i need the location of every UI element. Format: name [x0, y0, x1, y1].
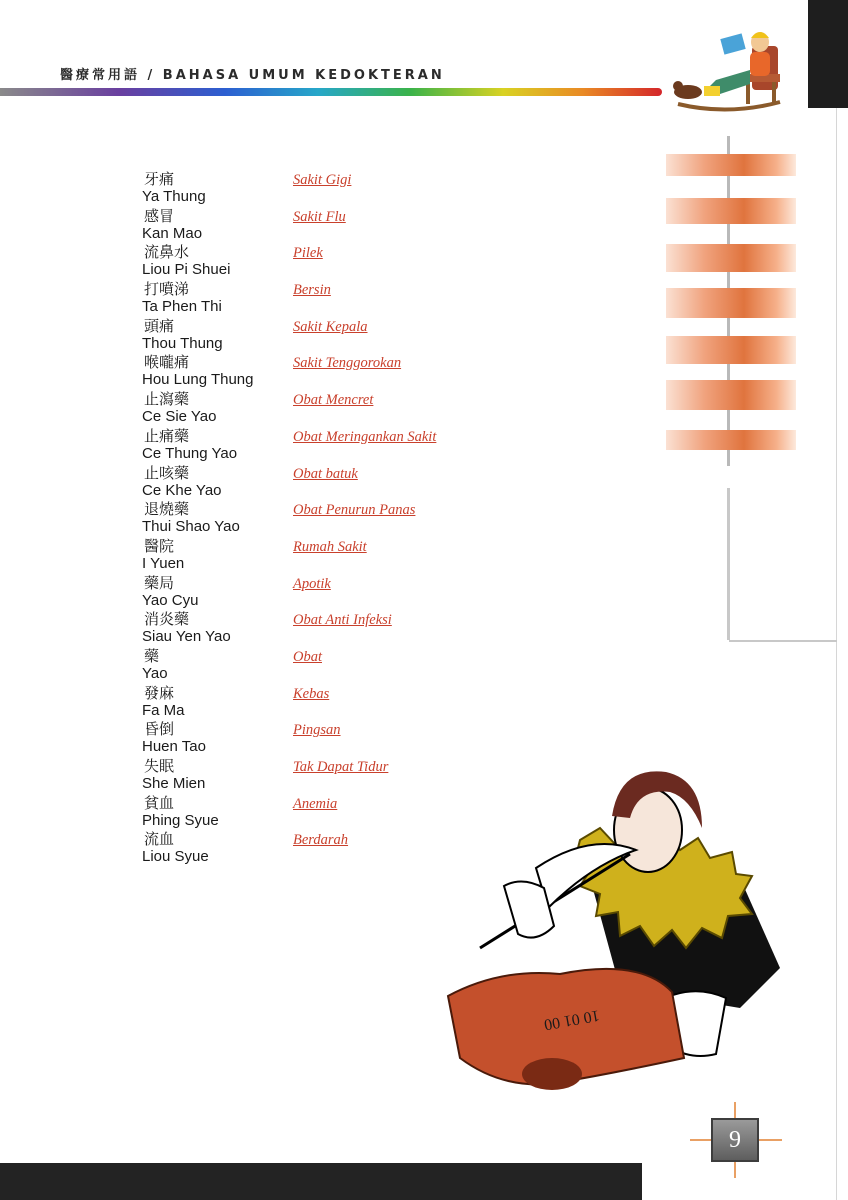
bottom-dark-bar	[0, 1163, 642, 1200]
term-romanization: Kan Mao	[142, 224, 203, 242]
list-item	[142, 207, 502, 244]
list-item	[142, 684, 502, 721]
orange-gradient-bar	[666, 430, 796, 450]
term-romanization: Liou Syue	[142, 848, 209, 866]
list-item	[142, 353, 502, 390]
term-romanization: Fa Ma	[142, 701, 185, 719]
term-chinese: 止痛藥	[144, 426, 190, 445]
gutter-line	[836, 108, 837, 1200]
term-romanization: Ce Sie Yao	[142, 408, 217, 426]
term-indonesian: Apotik	[293, 575, 331, 592]
term-indonesian: Obat Meringankan Sakit	[293, 428, 437, 445]
orange-gradient-bar	[666, 288, 796, 318]
term-romanization: Huen Tao	[142, 738, 206, 756]
term-indonesian: Pilek	[293, 245, 323, 262]
term-romanization: Thou Thung	[142, 334, 223, 352]
term-chinese: 失眠	[144, 757, 175, 775]
term-chinese: 醫院	[144, 536, 175, 555]
list-item	[142, 610, 502, 647]
term-indonesian: Obat Penurun Panas	[293, 502, 416, 519]
term-indonesian: Pingsan	[293, 722, 341, 739]
term-chinese: 打噴涕	[144, 280, 190, 299]
term-chinese: 止瀉藥	[144, 390, 190, 409]
term-chinese: 消炎藥	[144, 610, 190, 629]
term-chinese: 退燒藥	[144, 500, 190, 519]
term-indonesian: Obat Mencret	[293, 392, 374, 409]
term-romanization: Siau Yen Yao	[142, 628, 231, 646]
page-number: 9	[711, 1118, 759, 1162]
term-chinese: 藥局	[144, 573, 175, 592]
term-romanization: She Mien	[142, 775, 206, 792]
term-indonesian: Kebas	[293, 685, 330, 702]
term-romanization: I Yuen	[142, 554, 185, 572]
term-indonesian: Obat batuk	[293, 465, 358, 482]
term-chinese: 感冒	[144, 206, 175, 225]
svg-text:10 01 00: 10 01 00	[542, 1006, 601, 1033]
list-item	[142, 464, 502, 501]
term-indonesian: Obat	[293, 648, 322, 665]
list-item	[142, 500, 502, 537]
term-indonesian: Berdarah	[293, 832, 349, 849]
term-romanization: Ya Thung	[142, 188, 206, 205]
term-romanization: Ta Phen Thi	[142, 298, 222, 316]
term-romanization: Thui Shao Yao	[142, 518, 240, 536]
page-header-title: 醫療常用語 / BAHASA UMUM KEDOKTERAN	[60, 68, 445, 83]
term-chinese: 止咳藥	[144, 463, 190, 482]
term-chinese: 發麻	[144, 683, 175, 702]
term-chinese: 藥	[144, 646, 160, 665]
list-item	[142, 574, 502, 611]
term-chinese: 流鼻水	[144, 243, 190, 262]
list-item	[142, 170, 502, 207]
list-item	[142, 537, 502, 574]
term-indonesian: Anemia	[293, 795, 338, 812]
list-item	[142, 720, 502, 757]
orange-gradient-bar	[666, 336, 796, 364]
orange-gradient-bar	[666, 380, 796, 410]
term-indonesian: Sakit Gigi	[293, 172, 352, 188]
list-item	[142, 390, 502, 427]
orange-gradient-bar	[666, 154, 796, 176]
list-item	[142, 243, 502, 280]
term-romanization: Phing Syue	[142, 811, 219, 829]
term-chinese: 流血	[144, 830, 175, 849]
right-edge-strip	[808, 0, 848, 108]
term-chinese: 貧血	[144, 793, 175, 812]
orange-gradient-bar	[666, 198, 796, 224]
term-indonesian: Bersin	[293, 282, 331, 299]
rainbow-divider	[0, 88, 662, 96]
term-indonesian: Sakit Tenggorokan	[293, 355, 402, 372]
term-indonesian: Tak Dapat Tidur	[293, 759, 389, 775]
term-romanization: Hou Lung Thung	[142, 371, 254, 389]
decorative-horizontal-line	[729, 640, 837, 642]
decorative-vertical-line	[727, 488, 730, 640]
term-indonesian: Obat Anti Infeksi	[293, 612, 392, 629]
scribe-with-quill-illustration	[440, 758, 792, 1098]
term-chinese: 頭痛	[144, 316, 175, 335]
term-chinese: 喉嚨痛	[144, 353, 190, 372]
term-romanization: Yao Cyu	[142, 591, 199, 609]
term-chinese: 昏倒	[144, 720, 175, 739]
term-chinese: 牙痛	[144, 170, 175, 188]
term-indonesian: Sakit Kepala	[293, 318, 368, 335]
term-romanization: Liou Pi Shuei	[142, 261, 231, 279]
list-item	[142, 427, 502, 464]
orange-gradient-bar	[666, 244, 796, 272]
reader-in-rocking-chair-illustration	[668, 24, 796, 112]
list-item	[142, 280, 502, 317]
term-romanization: Ce Thung Yao	[142, 444, 238, 462]
term-romanization: Ce Khe Yao	[142, 481, 222, 499]
term-indonesian: Rumah Sakit	[293, 538, 367, 555]
term-romanization: Yao	[142, 664, 168, 682]
term-indonesian: Sakit Flu	[293, 208, 346, 225]
list-item	[142, 647, 502, 684]
list-item	[142, 317, 502, 354]
